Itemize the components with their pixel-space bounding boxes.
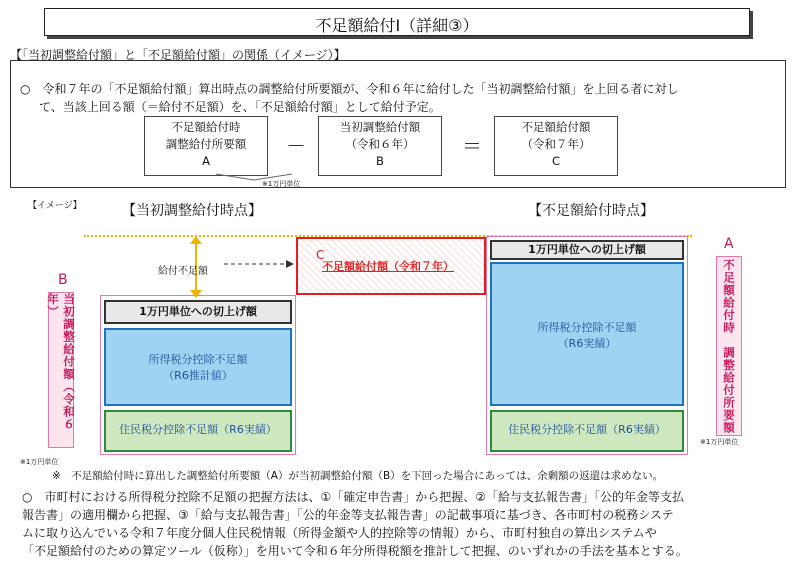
b-side-label: 当初調整給付額（令和６年） [46,293,76,431]
formula-c-letter: C [551,154,561,168]
dashed-arrow-icon [224,259,294,269]
left-resident-tax-box: 住民税分控除不足額（R6実績） [104,410,292,452]
formula-box-b [318,116,442,176]
left-roundup-box: 1万円単位への切上げ額 [104,300,292,324]
formula-c-line2: （令和７年） [521,137,591,151]
method-line-4: 「不足額給付のための算定ツール（仮称）」を用いて令和６年分所得税額を推計して把握、のいずれかの手法を基本とする。 [22,544,688,558]
formula-b-line1: 当初調整給付額 [339,120,421,134]
a-letter: A [724,236,734,252]
left-blue-line2: （R6推計値） [163,369,233,382]
method-line-3: ムに取り込んでいる令和７年度分個人住民税情報（所得金額や人的控除等の情報）から、市町村独自の算出システムや [22,526,657,540]
right-blue-line2: （R6実績） [557,337,617,350]
formula-a-line2: 調整給付所要額 [165,137,247,151]
formula-b-letter: B [376,154,384,168]
shortage-label: 給付不足額 [158,266,208,277]
right-heading: 【不足額給付時点】 [528,203,654,219]
a-side-label-box [716,256,742,436]
right-resident-tax-box: 住民税分控除不足額（R6実績） [490,410,684,452]
equals-sign: ＝ [462,134,482,158]
left-heading: 【当初調整給付時点】 [122,203,262,219]
right-roundup-box: 1万円単位への切上げ額 [490,240,684,260]
intro-line-1: ○ 令和７年の「不足額給付額」算出時点の調整給付所要額が、令和６年に給付した「当初調整給付額」を上回る者に対し [20,82,679,96]
left-income-tax-box [104,328,292,406]
page-title: 不足額給付Ⅰ（詳細③） [315,16,479,35]
image-label: 【イメージ】 [28,201,82,211]
formula-c-line1: 不足額給付額 [521,120,591,134]
formula-b-line2: （令和６年） [345,137,415,151]
section-label: 【「当初調整給付額」と「不足額給付額」の関係（イメージ）】 [10,48,346,62]
method-line-1: ○ 市町村における所得税分控除不足額の把握方法は、①「確定申告書」から把握、②「給与支払報告書」「公的年金等支払 [22,490,684,504]
unit-note-right: ※1万円単位 [700,438,739,446]
right-income-tax-box [490,262,684,406]
minus-sign: － [286,134,306,158]
b-side-label-box [48,292,74,448]
formula-a-letter: A [202,154,210,168]
a-side-label: 不足額給付時 調整給付所要額 [722,258,736,434]
formula-unit-note: ※1万円単位 [262,180,301,188]
shortage-payment-label: 不足額給付額（令和７年） [322,260,454,273]
formula-a-line1: 不足額給付時 [171,120,241,134]
title-box [44,8,750,36]
method-line-2: 報告書」の適用欄から把握、③「給与支払報告書」「公的年金等支払報告書」の記載事項に基づき、各市町村の税務システ [22,508,674,522]
formula-box-c [494,116,618,176]
refund-note: ※ 不足額給付時に算出した調整給付所要額（A）が当初調整給付額（B）を下回った場合にあっては、余剰額の返還は求めない。 [52,470,664,482]
intro-line-2: て、当該上回る額（＝給付不足額）を、「不足額給付額」として給付予定。 [39,100,441,114]
c-letter: C [316,248,325,262]
formula-box-a [144,116,268,176]
left-blue-line1: 所得税分控除不足額 [148,353,248,366]
b-letter: B [58,272,68,288]
unit-note-left: ※1万円単位 [20,458,59,466]
right-blue-line1: 所得税分控除不足額 [537,321,637,334]
